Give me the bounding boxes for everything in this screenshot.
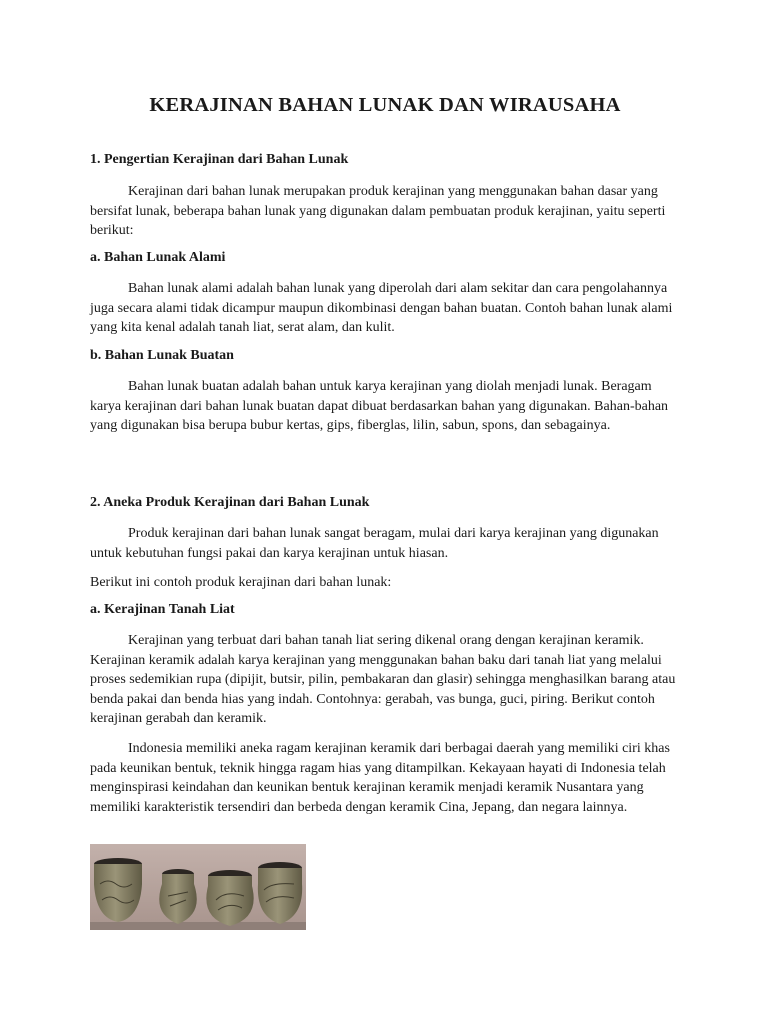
page-title: KERAJINAN BAHAN LUNAK DAN WIRAUSAHA: [149, 94, 621, 116]
section-2-lead: Berikut ini contoh produk kerajinan dari bahan lunak:: [90, 575, 392, 590]
pottery-photo: [90, 844, 306, 930]
subsection-2a-heading: a. Kerajinan Tanah Liat: [90, 602, 235, 617]
subsection-2a-text-1: Kerajinan yang terbuat dari bahan tanah liat sering dikenal orang dengan kerajinan keramik. Kerajinan keramik adalah karya kerajinan yang menggunakan bahan baku dari tanah liat yang melalui proses sedemikian rupa (dipijit, butsir, pilin, pembakaran dan glasir) sehingga menghasilkan barang atau benda pakai dan benda hias yang indah. Contohnya: gerabah, vas bunga, guci, piring. Berikut contoh kerajinan gerabah dan keramik.: [90, 633, 676, 726]
subsection-1b-heading: b. Bahan Lunak Buatan: [90, 348, 234, 363]
section-1-intro: Kerajinan dari bahan lunak merupakan produk kerajinan yang menggunakan bahan dasar yang bersifat lunak, beberapa bahan lunak yang digunakan dalam pembuatan produk kerajinan, yaitu seperti berikut:: [90, 184, 666, 238]
section-2-intro: Produk kerajinan dari bahan lunak sangat beragam, mulai dari karya kerajinan yang digunakan untuk kebutuhan fungsi pakai dan karya kerajinan untuk hiasan.: [90, 526, 659, 561]
subsection-1a-heading: a. Bahan Lunak Alami: [90, 250, 226, 265]
subsection-1b-text: Bahan lunak buatan adalah bahan untuk karya kerajinan yang diolah menjadi lunak. Beragam karya kerajinan dari bahan lunak buatan dapat dibuat berdasarkan bahan yang digunakan. Bahan-bahan yang digunakan bisa berupa bubur kertas, gips, fiberglas, lilin, sabun, spons, dan sebagainya.: [90, 379, 669, 433]
section-2-heading: 2. Aneka Produk Kerajinan dari Bahan Lunak: [90, 495, 370, 510]
section-1-heading: 1. Pengertian Kerajinan dari Bahan Lunak: [90, 152, 349, 167]
subsection-1a-text: Bahan lunak alami adalah bahan lunak yang diperolah dari alam sekitar dan cara pengolahannya juga secara alami tidak dicampur maupun dikombinasi dengan bahan buatan. Contoh bahan lunak alami yang kita kenal adalah tanah liat, serat alam, dan kulit.: [90, 281, 673, 335]
subsection-2a-text-2: Indonesia memiliki aneka ragam kerajinan keramik dari berbagai daerah yang memiliki ciri khas pada keunikan bentuk, teknik hingga ragam hias yang ditampilkan. Kekayaan hayati di Indonesia telah menginspirasi keindahan dan keunikan bentuk kerajinan keramik menjadi keramik Nusantara yang memiliki karakteristik tersendiri dan berbeda dengan keramik Cina, Jepang, dan negara lainnya.: [90, 741, 670, 815]
